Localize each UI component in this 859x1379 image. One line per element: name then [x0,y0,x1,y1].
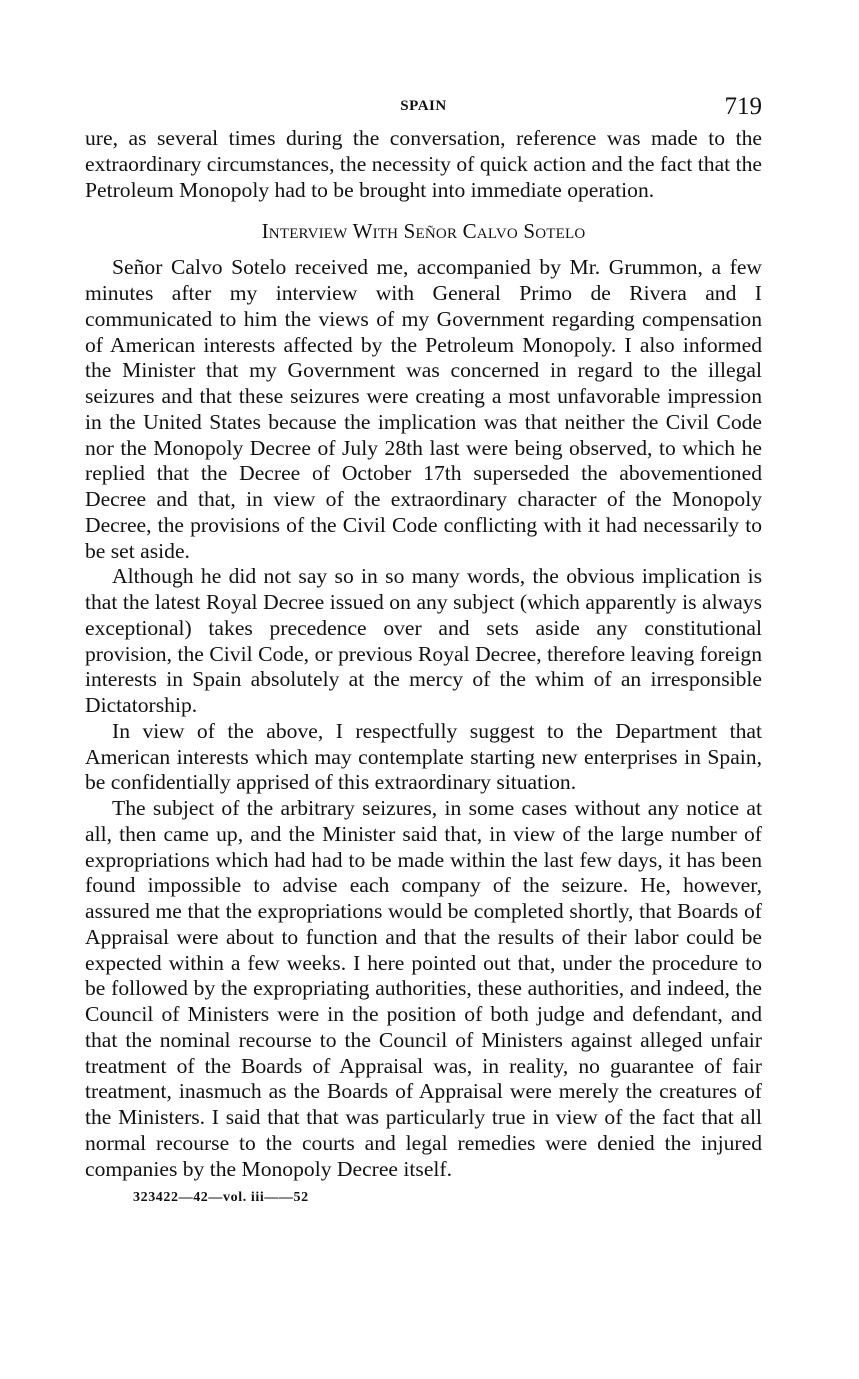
printer-mark: 323422—42—vol. iii——52 [133,1190,309,1206]
running-header [85,90,762,124]
body-paragraph-3: In view of the above, I respectfully suggest to the Department that American interests which may contemplate starting new enterprises in Spain, be confidentially apprised of this extraordinary situation. [85,718,762,795]
body-paragraph-2: Although he did not say so in so many words, the obvious implication is that the latest Royal Decree issued on any subject (which apparently is always exceptional) takes precedence over and sets aside any constitutional provision, the Civil Code, or previous Royal Decree, therefore leaving foreign interests in Spain absolutely at the mercy of the whim of an irresponsible Dictatorship. [85,564,762,717]
section-heading: Interview With Señor Calvo Sotelo [261,219,586,244]
page-number: 719 [724,93,762,120]
continuation-paragraph: ure, as several times during the conversation, reference was made to the extraordinary circumstances, the necessity of quick action and the fact that the Petroleum Monopoly had to be brought into immediate operation. [85,126,762,202]
document-page [85,90,762,1206]
body-paragraph-1: Señor Calvo Sotelo received me, accompanied by Mr. Grummon, a few minutes after my interview with General Primo de Rivera and I communicated to him the views of my Government regarding compensation of American interests affected by the Petroleum Monopoly. I also informed the Minister that my Government was concerned in regard to the illegal seizures and that these seizures were creating a most unfavorable impression in the United States because the implication was that neither the Civil Code nor the Monopoly Decree of July 28th last were being observed, to which he replied that the Decree of October 17th superseded the abovementioned Decree and that, in view of the extraordinary character of the Monopoly Decree, the provisions of the Civil Code conflicting with it had necessarily to be set aside. [85,255,762,563]
body-paragraph-4: The subject of the arbitrary seizures, in some cases without any notice at all, then came up, and the Minister said that, in view of the large number of expropriations which had had to be made within the last few days, it has been found impossible to advise each company of the seizure. He, however, assured me that the expropriations would be completed shortly, that Boards of Appraisal were about to function and that the results of their labor could be expected within a few weeks. I here pointed out that, under the procedure to be followed by the expropriating authorities, these authorities, and indeed, the Council of Ministers were in the position of both judge and defendant, and that the nominal recourse to the Council of Ministers against alleged unfair treatment of the Boards of Appraisal was, in reality, no guarantee of fair treatment, inasmuch as the Boards of Appraisal were merely the creatures of the Ministers. I said that that was particularly true in view of the fact that all normal recourse to the courts and legal remedies were denied the injured companies by the Monopoly Decree itself. [85,796,762,1181]
running-title: SPAIN [400,98,447,114]
